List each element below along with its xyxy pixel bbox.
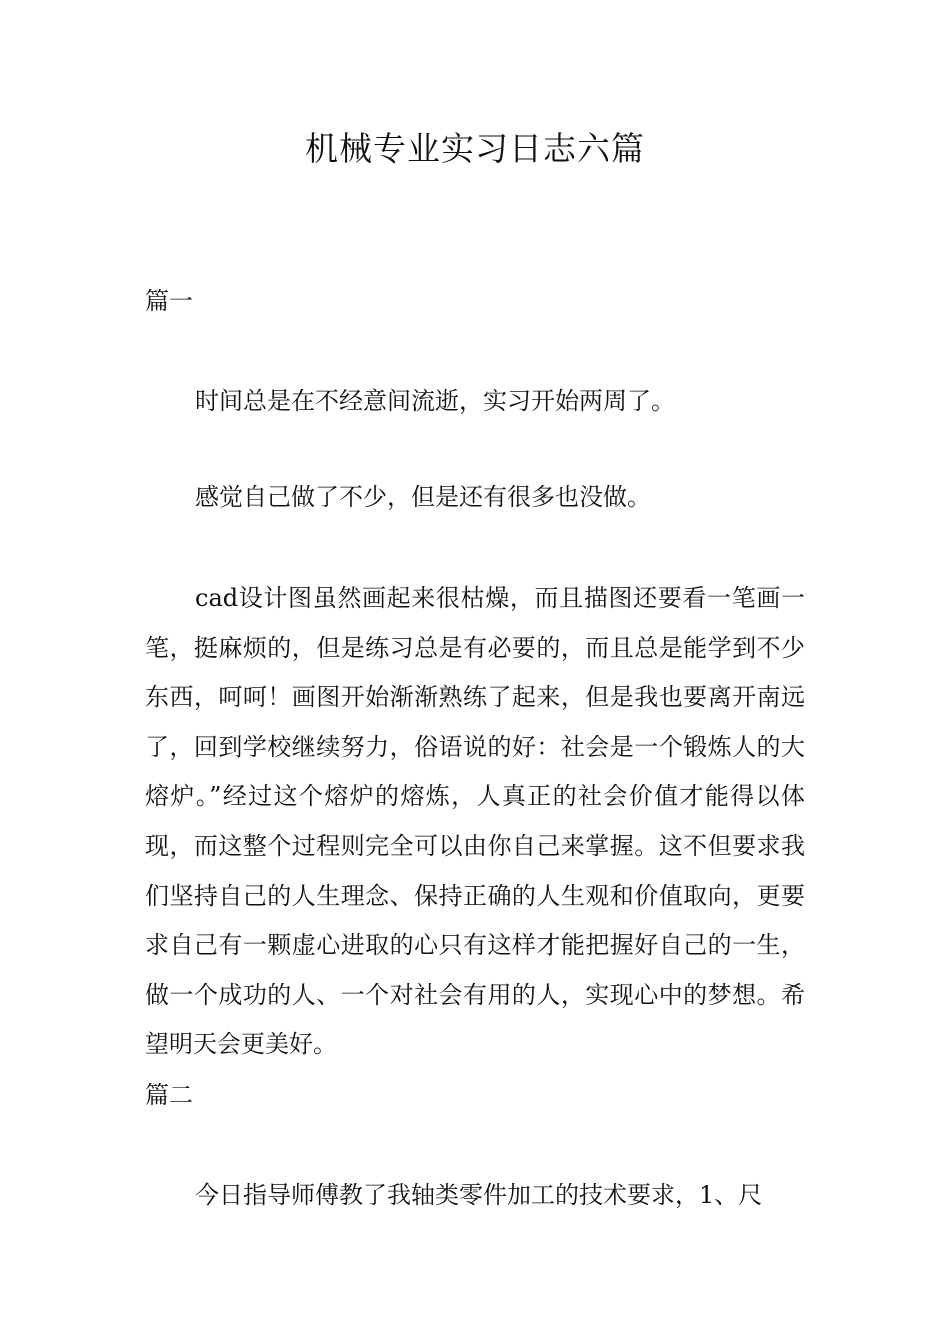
paragraph: 今日指导师傅教了我轴类零件加工的技术要求，1、尺 bbox=[195, 1181, 763, 1209]
section-heading-2: 篇二 bbox=[145, 1081, 193, 1109]
section-heading-1: 篇一 bbox=[145, 287, 193, 315]
paragraph: 时间总是在不经意间流逝，实习开始两周了。 bbox=[195, 387, 675, 415]
document-title: 机械专业实习日志六篇 bbox=[305, 129, 645, 168]
paragraph: 感觉自己做了不少，但是还有很多也没做。 bbox=[195, 483, 651, 511]
paragraph: cad设计图虽然画起来很枯燥，而且描图还要看一笔画一笔，挺麻烦的，但是练习总是有必要的，而且总是能学到不少东西，呵呵！画图开始渐渐熟练了起来，但是我也要离开南远了，回到学校继续努力，俗语说的好：社会是一个锻炼人的大熔炉。”经过这个熔炉的熔炼，人真正的社会价值才能得以体现，而这整个过程则完全可以由你自己来掌握。这不但要求我们坚持自己的人生理念、保持正确的人生观和价值取向，更要求自己有一颗虚心进取的心只有这样才能把握好自己的一生，做一个成功的人、一个对社会有用的人，实现心中的梦想。希望明天会更美好。 bbox=[145, 584, 805, 1059]
